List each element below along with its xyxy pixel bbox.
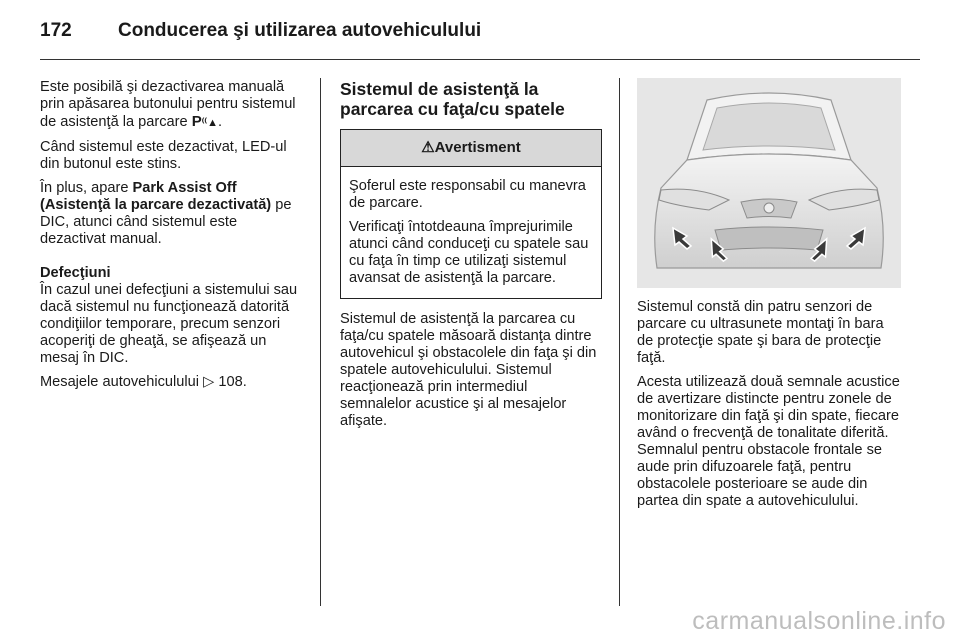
watermark: carmanualsonline.info (692, 607, 946, 635)
warning-body (341, 167, 601, 298)
paragraph-defects: În cazul unei defecţiuni a sistemului sau dacă sistemul nu funcţionează datorită condiţiilor temporare, precum senzori acoperiţi de gheaţă, se afişează un mesaj în DIC. (40, 282, 298, 366)
paragraph-system-description: Sistemul de asistenţă la parcarea cu faţa/cu spatele măsoară distanţa dintre autovehicul şi obstacolele din faţa şi din spatele autovehiculului. Sistemul reacţionează prin intermediul semnalelor acustice şi al mesajelor afişate. (340, 311, 597, 429)
paragraph-sensors: Sistemul constă din patru senzori de parcare cu ultrasunete montaţi în bara de protecţie spate şi bara de protecţie faţă. (637, 299, 884, 366)
paragraph-led-off: Când sistemul este dezactivat, LED-ul din butonul este stins. (40, 139, 287, 172)
defects-heading: Defecţiuni (40, 265, 111, 281)
column-divider-1 (320, 78, 321, 606)
header-rule (40, 59, 920, 60)
warning-text-2: Verificaţi întotdeauna împrejurimile atunci când conduceţi cu spatele sau cu faţa în timp ce utilizaţi sistemul avansat de asistenţă la parcare. (349, 219, 589, 286)
page-header (40, 20, 481, 42)
paragraph-manual-deactivation: Este posibilă şi dezactivarea manuală prin apăsarea butonului pentru sistemul de asistenţă la parcare P⁽⁽▲. (40, 79, 296, 130)
car-front-illustration (637, 78, 901, 288)
warning-title: Avertisment (434, 139, 521, 156)
paragraph-park-assist-off: În plus, apare Park Assist Off (Asistenţă la parcare dezactivată) pe DIC, atunci când sistemul este dezactivat manual. (40, 180, 292, 247)
column-right (637, 299, 903, 517)
paragraph-acoustic-signals: Acesta utilizează două semnale acustice de avertizare distincte pentru zonele de monitorizare din faţă şi din spate, fiecare având o frecvenţă de tonalitate diferită. Semnalul pentru obstacole frontale se aude prin difuzoarele faţă, pentru obstacolele posterioare se aude din partea din spate a autovehiculului. (637, 374, 900, 509)
column-left (40, 79, 306, 398)
column-middle (340, 79, 602, 437)
page-title: Conducerea şi utilizarea autovehiculului (118, 20, 482, 41)
page-number: 172 (40, 20, 72, 41)
park-assist-off-message: Park Assist Off (Asistenţă la parcare dezactivată) (40, 180, 272, 213)
warning-header (341, 130, 601, 167)
column-divider-2 (619, 78, 620, 606)
warning-text-1: Şoferul este responsabil cu manevra de parcare. (349, 178, 586, 211)
page-reference-link[interactable]: 108. (218, 374, 247, 390)
car-front-sensors-image (637, 78, 901, 288)
section-heading: Sistemul de asistenţă la parcarea cu faţa/cu spatele (340, 79, 565, 119)
warning-box (340, 129, 602, 299)
park-assist-button-icon: P⁽⁽▲ (191, 113, 219, 130)
warning-triangle-icon: ⚠ (421, 139, 435, 156)
page-ref-arrow-icon: ▷ (203, 374, 215, 390)
paragraph-vehicle-messages: Mesajele autovehiculului ▷ 108. (40, 374, 247, 390)
